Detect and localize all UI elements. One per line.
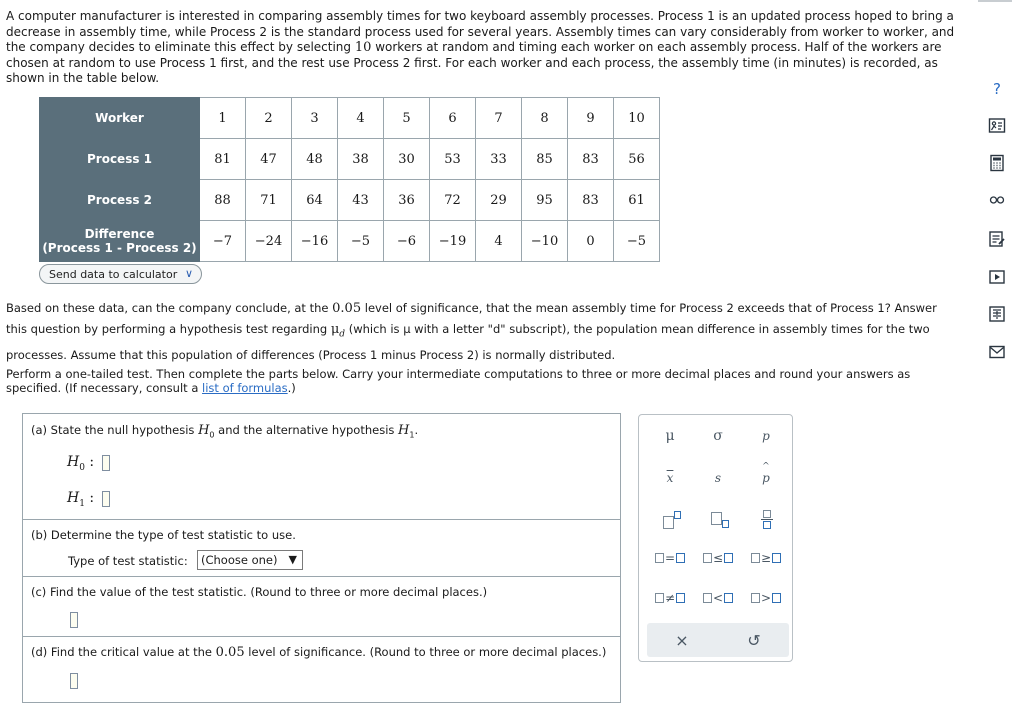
symbol-palette [638, 414, 793, 662]
process1-row [40, 139, 660, 180]
process2-cell: 61 [614, 180, 660, 221]
worker-cell: 3 [292, 98, 338, 139]
p-hat-button[interactable]: p ^ [762, 462, 770, 485]
process1-cell: 48 [292, 139, 338, 180]
h1-input[interactable] [102, 491, 110, 507]
difference-cell: −5 [338, 221, 384, 262]
critical-value-input[interactable] [70, 673, 78, 689]
worker-cell: 10 [614, 98, 660, 139]
process1-cell: 56 [614, 139, 660, 180]
select-value: (Choose one) [201, 553, 278, 567]
p-button[interactable]: p [762, 429, 770, 443]
equals-button[interactable]: = [651, 547, 689, 569]
worker-cell: 9 [568, 98, 614, 139]
process1-cell: 81 [200, 139, 246, 180]
process2-cell: 88 [200, 180, 246, 221]
process2-cell: 71 [246, 180, 292, 221]
process1-cell: 53 [430, 139, 476, 180]
difference-cell: −16 [292, 221, 338, 262]
worker-cell: 2 [246, 98, 292, 139]
superscript-icon[interactable] [655, 507, 687, 533]
process1-cell: 30 [384, 139, 430, 180]
dropdown-arrow-icon: ▼ [288, 553, 297, 566]
worker-cell: 8 [522, 98, 568, 139]
problem-intro: A computer manufacturer is interested in comparing assembly times for two keyboard assembly processes. Process 1 is an updated process hoped to bring a decrease in assembly time, while Process 2 is the standard process used for several years. Assembly times can vary considerably from worker to worker, and the company decides to eliminate this effect by selecting 10 workers at random and timing each worker on each assembly process. Half of the workers are chosen at random to use Process 1 first, and the rest use Process 2 first. For each worker and each process, the assembly time (in minutes) is recorded, as shown in the table below. [6, 9, 955, 86]
difference-header: Difference (Process 1 - Process 2) [40, 221, 200, 262]
part-b-prompt: (b) Determine the type of test statistic to use. [31, 528, 296, 542]
sigma-button[interactable]: σ [713, 428, 723, 444]
process2-cell: 64 [292, 180, 338, 221]
part-c-prompt: (c) Find the value of the test statistic. (Round to three or more decimal places.) [31, 585, 488, 599]
process1-cell: 33 [476, 139, 522, 180]
worker-row [40, 98, 660, 139]
answer-panel [22, 413, 621, 703]
difference-cell: 4 [476, 221, 522, 262]
calculator-icon[interactable] [984, 150, 1010, 176]
send-button-label: Send data to calculator [49, 267, 178, 281]
process2-cell: 72 [430, 180, 476, 221]
undo-icon[interactable]: ↺ [747, 630, 761, 650]
reader-icon[interactable] [984, 113, 1010, 139]
help-icon[interactable]: ? [993, 80, 1001, 98]
process2-cell: 83 [568, 180, 614, 221]
mu-button[interactable]: μ [665, 428, 675, 444]
part-a-prompt: (a) State the null hypothesis $H_0$ and the alternative hypothesis $H_1$. [31, 423, 419, 440]
process2-cell: 95 [522, 180, 568, 221]
difference-cell: −24 [246, 221, 292, 262]
process1-header: Process 1 [40, 139, 200, 180]
textbook-icon[interactable] [984, 301, 1010, 327]
mail-icon[interactable] [984, 339, 1010, 365]
test-statistic-input[interactable] [70, 612, 78, 628]
difference-cell: 0 [568, 221, 614, 262]
palette-action-bar [647, 623, 789, 657]
difference-cell: −5 [614, 221, 660, 262]
difference-row [40, 221, 660, 262]
process2-row [40, 180, 660, 221]
process2-cell: 36 [384, 180, 430, 221]
part-c [23, 577, 620, 637]
process1-cell: 47 [246, 139, 292, 180]
worker-cell: 7 [476, 98, 522, 139]
less-equal-button[interactable]: ≤ [699, 547, 737, 569]
worker-header: Worker [40, 98, 200, 139]
infinity-icon[interactable] [984, 187, 1010, 213]
worker-cell: 5 [384, 98, 430, 139]
part-d-prompt: (d) Find the critical value at the 0.05 level of significance. (Round to three or more decimal places.) [31, 645, 607, 660]
part-a [23, 414, 620, 520]
instructions-paragraph: Perform a one-tailed test. Then complete the parts below. Carry your intermediate computations to three or more decimal places and round your answers as specified. (If necessary, consult a list of formulas.) [6, 367, 911, 395]
not-equal-button[interactable]: ≠ [651, 587, 689, 609]
process2-header: Process 2 [40, 180, 200, 221]
process1-cell: 38 [338, 139, 384, 180]
notes-icon[interactable] [984, 226, 1010, 252]
h1-label: $H_1$ : [67, 490, 95, 509]
data-table [39, 97, 660, 262]
h0-input[interactable] [102, 455, 110, 471]
less-than-button[interactable]: < [699, 587, 737, 609]
top-divider [978, 0, 1012, 2]
question-paragraph: Based on these data, can the company conclude, at the 0.05 level of significance, that the mean assembly time for Process 2 exceeds that of Process 1? Answer this question by performing a hypothesis test regarding $\mu_d$ (which is μ with a letter "d" subscript), the population mean difference in assembly times for the two processes. Assume that this population of differences (Process 1 minus Process 2) is normally distributed. [6, 301, 937, 363]
process1-cell: 83 [568, 139, 614, 180]
process2-cell: 29 [476, 180, 522, 221]
s-button[interactable]: s [714, 471, 722, 485]
h0-label: $H_0$ : [67, 454, 95, 473]
process1-cell: 85 [522, 139, 568, 180]
difference-cell: −6 [384, 221, 430, 262]
difference-cell: −10 [522, 221, 568, 262]
worker-cell: 4 [338, 98, 384, 139]
greater-equal-button[interactable]: ≥ [747, 547, 785, 569]
clear-icon[interactable]: × [675, 630, 689, 650]
process2-cell: 43 [338, 180, 384, 221]
subscript-icon[interactable] [703, 507, 735, 533]
send-data-to-calculator-button[interactable] [39, 264, 202, 284]
video-icon[interactable] [984, 264, 1010, 290]
fraction-icon[interactable] [751, 507, 783, 533]
worker-cell: 6 [430, 98, 476, 139]
part-b [23, 520, 620, 577]
chevron-down-icon: ∨ [184, 267, 193, 280]
difference-cell: −7 [200, 221, 246, 262]
test-statistic-label: Type of test statistic: [68, 554, 188, 568]
worker-cell: 1 [200, 98, 246, 139]
greater-than-button[interactable]: > [747, 587, 785, 609]
formulas-link[interactable]: list of formulas [202, 381, 288, 395]
difference-cell: −19 [430, 221, 476, 262]
x-bar-button[interactable]: $\overline{x}$ [666, 471, 674, 485]
test-statistic-select[interactable] [197, 550, 303, 570]
